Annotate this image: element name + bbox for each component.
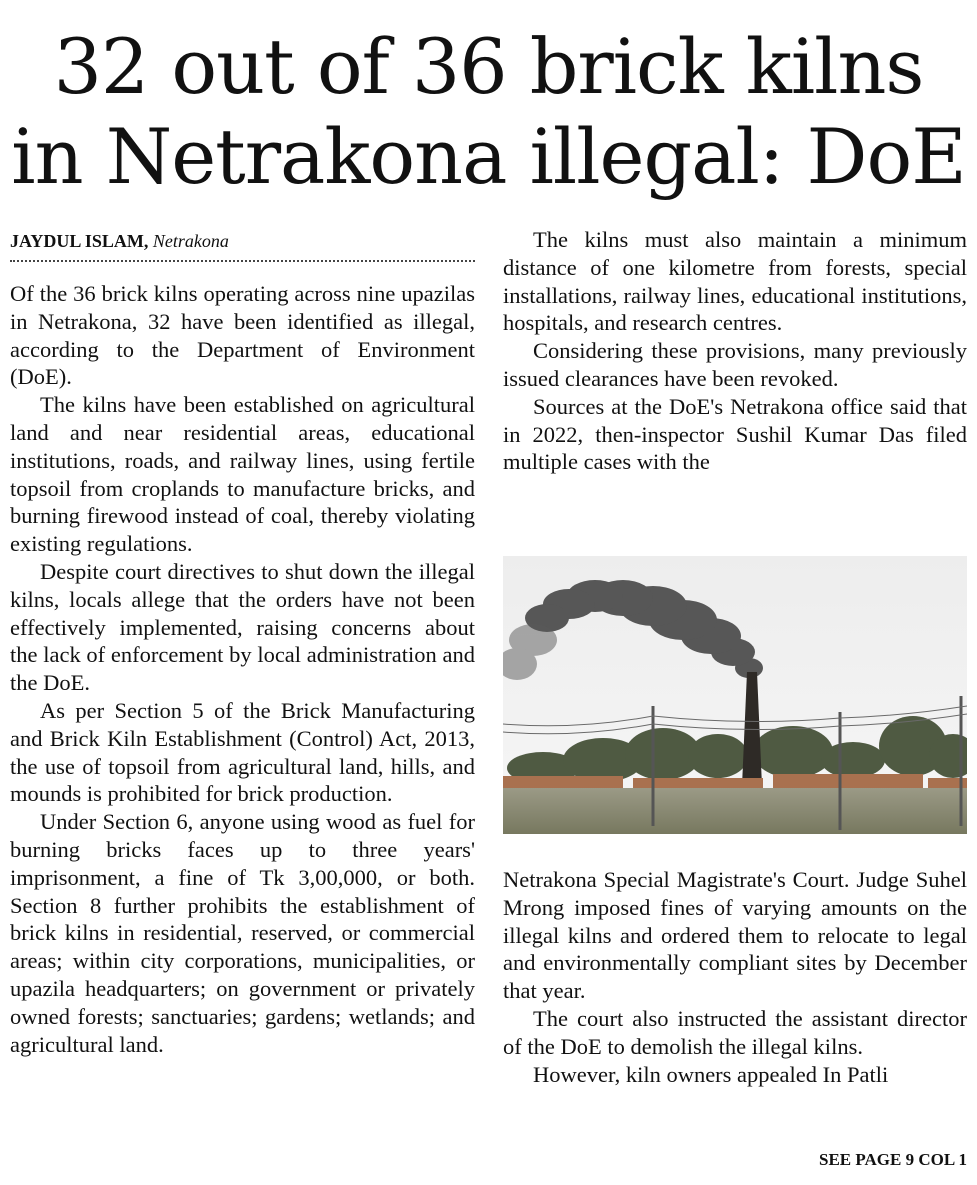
byline-location: Netrakona	[152, 231, 229, 251]
headline-line-2: in Netrakona illegal: DoE	[11, 112, 966, 201]
article-column-left	[10, 280, 475, 1058]
article-paragraph: As per Section 5 of the Brick Manufacturing and Brick Kiln Establishment (Control) Act, 2013, the use of topsoil from agricultural land, hills, and mounds is prohibited for brick production.	[10, 697, 475, 807]
byline-author: JAYDUL ISLAM,	[10, 231, 149, 251]
article-paragraph: Of the 36 brick kilns operating across nine upazilas in Netrakona, 32 have been identified as illegal, according to the Department of Environment (DoE).	[10, 281, 475, 390]
article-paragraph: The court also instructed the assistant director of the DoE to demolish the illegal kilns.	[503, 1005, 967, 1059]
brick-kiln-photo	[503, 556, 967, 834]
article-column-right-top	[503, 226, 967, 476]
article-paragraph: Despite court directives to shut down the illegal kilns, locals allege that the orders have not been effectively implemented, raising concerns about the lack of enforcement by local administration and the DoE.	[10, 558, 475, 696]
headline-line-1: 32 out of 36 brick kilns	[53, 22, 924, 111]
continued-on-page-reference: SEE PAGE 9 COL 1	[819, 1150, 967, 1169]
article-paragraph: Sources at the DoE's Netrakona office said that in 2022, then-inspector Sushil Kumar Das filed multiple cases with the	[503, 393, 967, 475]
brick-kiln-chimney-smoke-icon	[503, 556, 967, 834]
byline	[10, 230, 475, 262]
article-paragraph: Netrakona Special Magistrate's Court. Judge Suhel Mrong imposed fines of varying amounts on the illegal kilns and ordered them to relocate to legal and environmentally compliant sites by December that year.	[503, 867, 967, 1004]
article-paragraph: The kilns must also maintain a minimum distance of one kilometre from forests, special installations, railway lines, educational institutions, hospitals, and research centres.	[503, 227, 967, 336]
article-paragraph: Considering these provisions, many previously issued clearances have been revoked.	[503, 338, 967, 391]
article-paragraph: The kilns have been established on agricultural land and near residential areas, educational institutions, roads, and railway lines, using fertile topsoil from croplands to manufacture bricks, and burning firewood instead of coal, thereby violating existing regulations.	[10, 392, 475, 557]
headline	[0, 22, 977, 202]
article-paragraph: However, kiln owners appealed In Patli	[533, 1061, 889, 1087]
article-paragraph: Under Section 6, anyone using wood as fuel for burning bricks faces up to three years' imprisonment, a fine of Tk 3,00,000, or both. Section 8 further prohibits the establishment of brick kilns in residential, reserved, or commercial areas; within city corporations, municipalities, or upazila headquarters; on government or privately owned forests; sanctuaries; gardens; wetlands; and agricultural land.	[10, 809, 475, 1057]
article-column-right-bottom	[503, 866, 967, 1088]
